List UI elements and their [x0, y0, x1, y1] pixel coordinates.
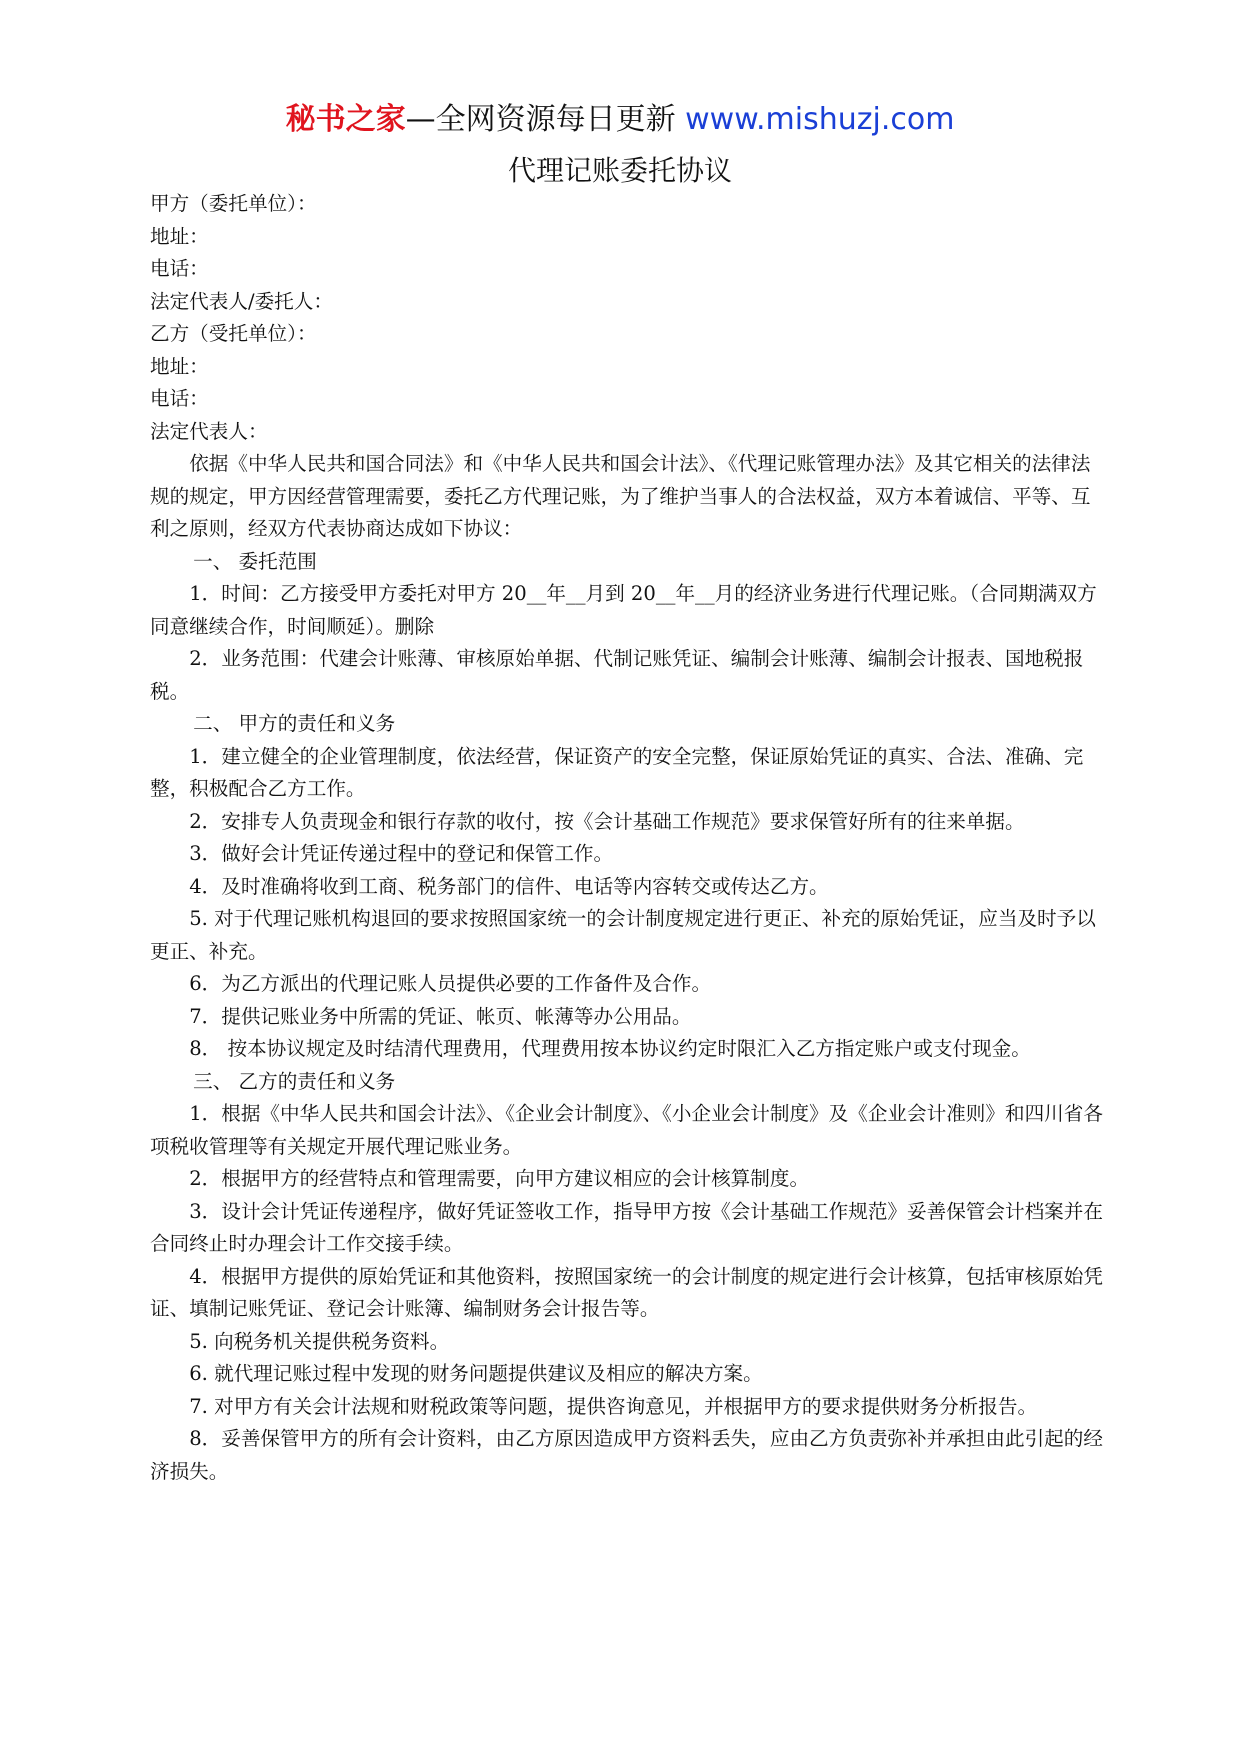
clause: 5. 对于代理记账机构退回的要求按照国家统一的会计制度规定进行更正、补充的原始凭证，应当及时予以更正、补充。 [150, 907, 1096, 963]
clause: 4．根据甲方提供的原始凭证和其他资料，按照国家统一的会计制度的规定进行会计核算，包括审核原始凭证、填制记账凭证、登记会计账簿、编制财务会计报告等。 [150, 1264, 1103, 1320]
clause: 2．业务范围：代建会计账薄、审核原始单据、代制记账凭证、编制会计账薄、编制会计报表、国地税报税。 [150, 647, 1084, 703]
intro-paragraph: 依据《中华人民共和国合同法》和《中华人民共和国会计法》、《代理记账管理办法》及其它相关的法律法规的规定，甲方因经营管理需要，委托乙方代理记账，为了维护当事人的合法权益，双方本着诚信、平等、互利之原则，经双方代表协商达成如下协议： [150, 452, 1091, 540]
party-line: 甲方（委托单位）： [150, 192, 317, 215]
clause: 4．及时准确将收到工商、税务部门的信件、电话等内容转交或传达乙方。 [189, 874, 829, 898]
document-title: 代理记账委托协议 [507, 154, 732, 187]
clause: 8． 按本协议规定及时结清代理费用，代理费用按本协议约定时限汇入乙方指定账户或支付现金。 [189, 1037, 1031, 1060]
clause: 7．提供记账业务中所需的凭证、帐页、帐薄等办公用品。 [189, 1004, 692, 1028]
clause: 8．妥善保管甲方的所有会计资料，由乙方原因造成甲方资料丢失，应由乙方负责弥补并承担由此引起的经济损失。 [150, 1427, 1103, 1483]
document-body [150, 188, 1110, 1488]
party-line: 乙方（受托单位）： [150, 322, 317, 345]
party-line: 法定代表人/委托人： [150, 289, 333, 313]
clause: 7. 对甲方有关会计法规和财税政策等问题，提供咨询意见，并根据甲方的要求提供财务分析报告。 [189, 1394, 1038, 1418]
clause: 1．根据《中华人民共和国会计法》、《企业会计制度》、《小企业会计制度》及《企业会计准则》和四川省各项税收管理等有关规定开展代理记账业务。 [150, 1102, 1103, 1158]
banner-site-link[interactable]: www.mishuzj.com [685, 102, 955, 137]
party-line: 电话： [150, 387, 209, 410]
clause: 2．根据甲方的经营特点和管理需要，向甲方建议相应的会计核算制度。 [189, 1167, 810, 1190]
section-heading: 三、 乙方的责任和义务 [193, 1069, 396, 1093]
clause: 5. 向税务机关提供税务资料。 [189, 1329, 450, 1353]
section-heading: 一、 委托范围 [193, 549, 317, 573]
clause: 3．设计会计凭证传递程序，做好凭证签收工作，指导甲方按《会计基础工作规范》妥善保管会计档案并在合同终止时办理会计工作交接手续。 [150, 1199, 1103, 1255]
party-line: 电话： [150, 257, 209, 280]
clause: 6．为乙方派出的代理记账人员提供必要的工作备件及合作。 [189, 972, 712, 995]
clause: 1．建立健全的企业管理制度，依法经营，保证资产的安全完整，保证原始凭证的真实、合法、准确、完整，积极配合乙方工作。 [150, 744, 1084, 800]
section-heading: 二、 甲方的责任和义务 [193, 712, 396, 735]
site-banner [0, 100, 1240, 140]
party-line: 地址： [150, 224, 209, 248]
clause: 1．时间：乙方接受甲方委托对甲方 20__年__月到 20__年__月的经济业务进行代理记账。（合同期满双方同意继续合作，时间顺延）。删除 [150, 582, 1097, 638]
banner-brand: 秘书之家 [285, 102, 406, 137]
clause: 2．安排专人负责现金和银行存款的收付，按《会计基础工作规范》要求保管好所有的往来单据。 [189, 809, 1025, 833]
party-line: 地址： [150, 354, 209, 378]
clause: 6. 就代理记账过程中发现的财务问题提供建议及相应的解决方案。 [189, 1362, 763, 1385]
clause: 3．做好会计凭证传递过程中的登记和保管工作。 [189, 842, 614, 865]
banner-slogan: —全网资源每日更新 [405, 102, 686, 137]
party-line: 法定代表人： [150, 419, 268, 443]
